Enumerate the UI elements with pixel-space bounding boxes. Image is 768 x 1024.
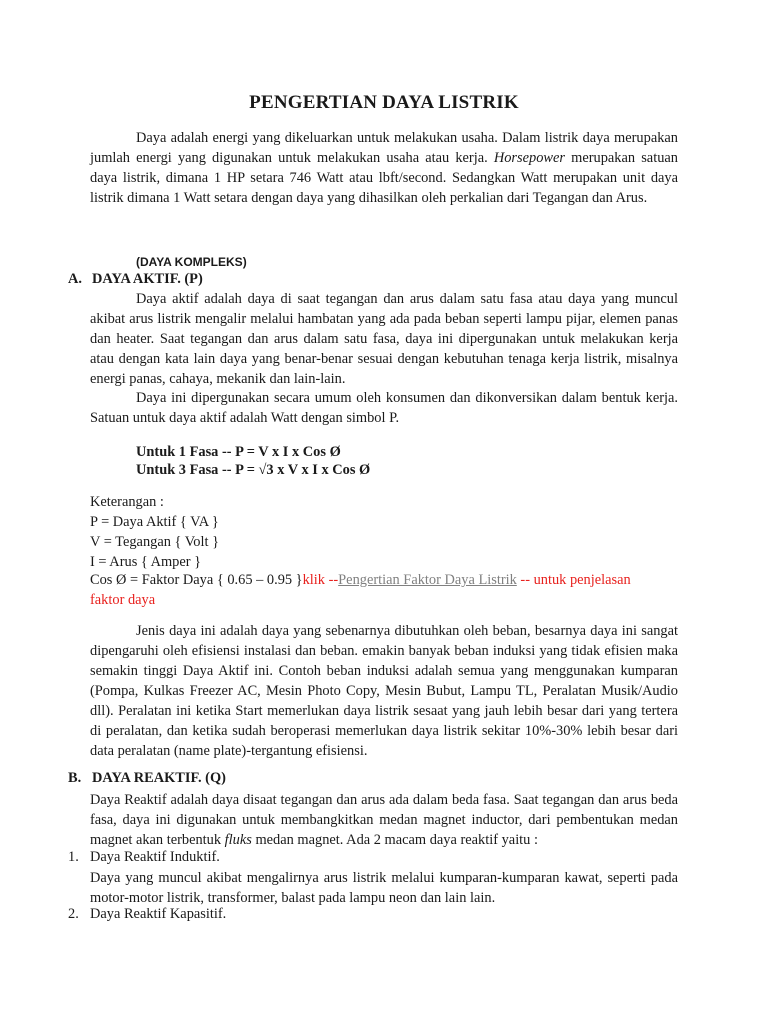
def-p: P = Daya Aktif { VA } xyxy=(90,514,219,530)
page-title: PENGERTIAN DAYA LISTRIK xyxy=(249,92,519,113)
formula-1-fasa: Untuk 1 Fasa -- P = V x I x Cos Ø xyxy=(136,444,341,460)
intro-italic: Horsepower xyxy=(493,150,565,166)
intro-text-1: Daya adalah energi yang dikeluarkan untuk melakukan usaha. Dalam listrik daya merupakan jumlah energi yang digunakan untuk melakukan usaha atau kerja. xyxy=(90,130,678,166)
formula-3-fasa: Untuk 3 Fasa -- P = √3 x V x I x Cos Ø xyxy=(136,462,371,478)
list-item-kapasitif: 2. Daya Reaktif Kapasitif. xyxy=(68,906,227,922)
section-a-heading: A. DAYA AKTIF. (P) xyxy=(68,271,203,287)
intro-text-2: merupakan satuan daya listrik, dimana 1 HP setara 746 Watt atau lbft/second. Sedangkan Watt merupakan unit daya listrik dimana 1 Watt setara dengan daya yang dihasilkan oleh perkalian dari Tegangan dan Arus. xyxy=(90,150,678,206)
section-a-para3: Jenis daya ini adalah daya yang sebenarnya dibutuhkan oleh beban, besarnya daya ini sangat dipengaruhi oleh efisiensi instalasi dan beban. emakin banyak beban induksi yang tidak efisien maka semakin tinggi Daya Aktif ini. Contoh beban induksi adalah semua yang menggunakan kumparan (Pompa, Kulkas Freezer AC, Mesin Photo Copy, Mesin Bubut, Lampu TL, Peralatan Musik/Audio dll). Peralatan ini ketika Start memerlukan daya listrik sesaat yang jauh lebih besar dari yang tertera di peralatan, dan ketika sudah beroperasi memerlukan daya listrik sekitar 10%-30% lebih besar dari data peralatan (name plate)-tergantung efisiensi. xyxy=(90,623,678,759)
section-b-heading: B. DAYA REAKTIF. (Q) xyxy=(68,770,226,786)
section-a-para1: Daya aktif adalah daya di saat tegangan dan arus dalam satu fasa atau daya yang muncul akibat arus listrik mengalir melalui hambatan yang ada pada beban seperti lampu pijar, elemen panas dan heater. Saat tegangan dan arus dalam satu fasa, daya ini dipergunakan untuk melakukan kerja atau dengan kata lain daya yang benar-benar sesuai dengan kebutuhan tenaga kerja listrik, misalnya energi panas, cahaya, mekanik dan lain-lain. xyxy=(90,291,678,387)
def-cos: Cos Ø = Faktor Daya { 0.65 – 0.95 }klik --Pengertian Faktor Daya Listrik -- untuk penjelasan faktor daya xyxy=(90,572,631,608)
list-item-induktif-desc: Daya yang muncul akibat mengalirnya arus listrik melalui kumparan-kumparan kawat, seperti pada motor-motor listrik, transformer, balast pada lampu neon dan lain lain. xyxy=(90,870,678,906)
section-b-para1: Daya Reaktif adalah daya disaat tegangan dan arus ada dalam beda fasa. Saat tegangan dan arus beda fasa, daya ini digunakan untuk membangkitkan medan magnet inductor, dari pembentukan medan magnet akan terbentuk fluks medan magnet. Ada 2 macam daya reaktif yaitu : xyxy=(90,792,678,848)
def-v: V = Tegangan { Volt } xyxy=(90,534,219,550)
section-a-para2: Daya ini dipergunakan secara umum oleh konsumen dan dikonversikan dalam bentuk kerja. Satuan untuk daya aktif adalah Watt dengan simbol P. xyxy=(90,390,678,426)
def-i: I = Arus { Amper } xyxy=(90,554,202,570)
list-item-induktif: 1. Daya Reaktif Induktif. xyxy=(68,849,220,865)
klik-text: klik -- xyxy=(302,572,339,588)
keterangan-label: Keterangan : xyxy=(90,494,164,510)
subheading-daya-kompleks: (DAYA KOMPLEKS) xyxy=(136,255,247,269)
intro-paragraph xyxy=(90,128,678,208)
faktor-daya-link[interactable]: Pengertian Faktor Daya Listrik xyxy=(338,572,517,588)
